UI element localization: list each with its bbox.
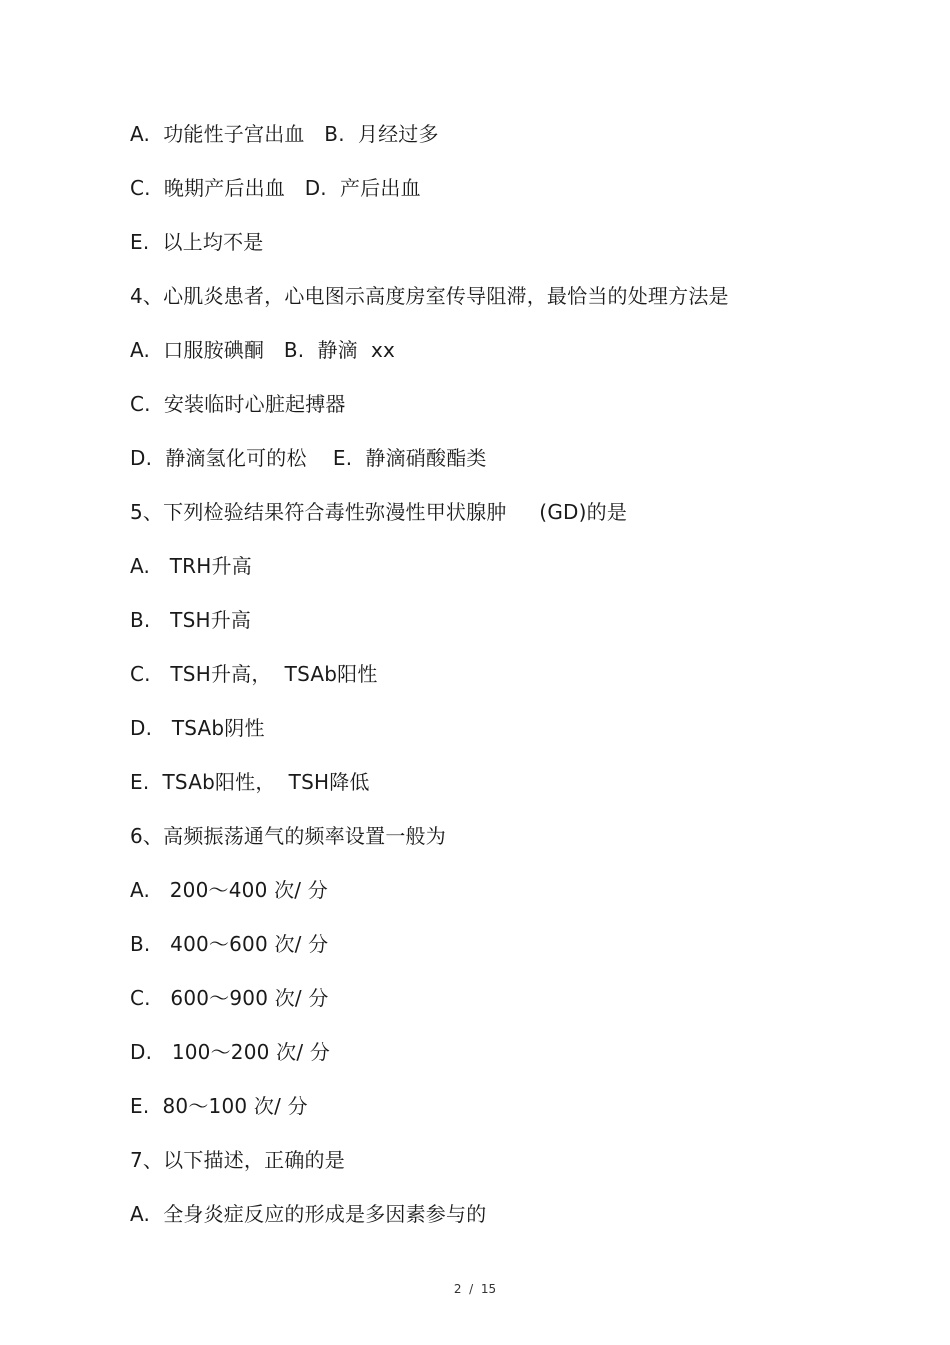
question-line: 7、以下描述，正确的是 bbox=[130, 1148, 345, 1172]
option-line: B. 400～600 次/ 分 bbox=[130, 932, 329, 956]
option-line: C. TSH升高， TSAb阳性 bbox=[130, 662, 378, 686]
option-line: D. TSAb阴性 bbox=[130, 716, 265, 740]
option-line: E. TSAb阳性， TSH降低 bbox=[130, 770, 370, 794]
option-line: A. 全身炎症反应的形成是多因素参与的 bbox=[130, 1202, 487, 1226]
option-line: A. TRH升高 bbox=[130, 554, 252, 578]
option-line: A. 口服胺碘酮 B. 静滴 xx bbox=[130, 338, 396, 362]
option-line: B. TSH升高 bbox=[130, 608, 252, 632]
option-line: A. 200～400 次/ 分 bbox=[130, 878, 328, 902]
option-line: A. 功能性子宫出血 B. 月经过多 bbox=[130, 122, 439, 146]
option-line: D. 静滴氢化可的松 E. 静滴硝酸酯类 bbox=[130, 446, 487, 470]
question-line: 5、下列检验结果符合毒性弥漫性甲状腺肿 (GD)的是 bbox=[130, 500, 628, 524]
option-line: C. 600～900 次/ 分 bbox=[130, 986, 329, 1010]
option-line: C. 安装临时心脏起搏器 bbox=[130, 392, 346, 416]
page-number: 2 / 15 bbox=[453, 1282, 497, 1296]
option-line: C. 晚期产后出血 D. 产后出血 bbox=[130, 176, 421, 200]
question-line: 4、心肌炎患者，心电图示高度房室传导阻滞，最恰当的处理方法是 bbox=[130, 284, 729, 308]
question-line: 6、高频振荡通气的频率设置一般为 bbox=[130, 824, 446, 848]
option-line: D. 100～200 次/ 分 bbox=[130, 1040, 331, 1064]
option-line: E. 以上均不是 bbox=[130, 230, 264, 254]
option-line: E. 80～100 次/ 分 bbox=[130, 1094, 308, 1118]
